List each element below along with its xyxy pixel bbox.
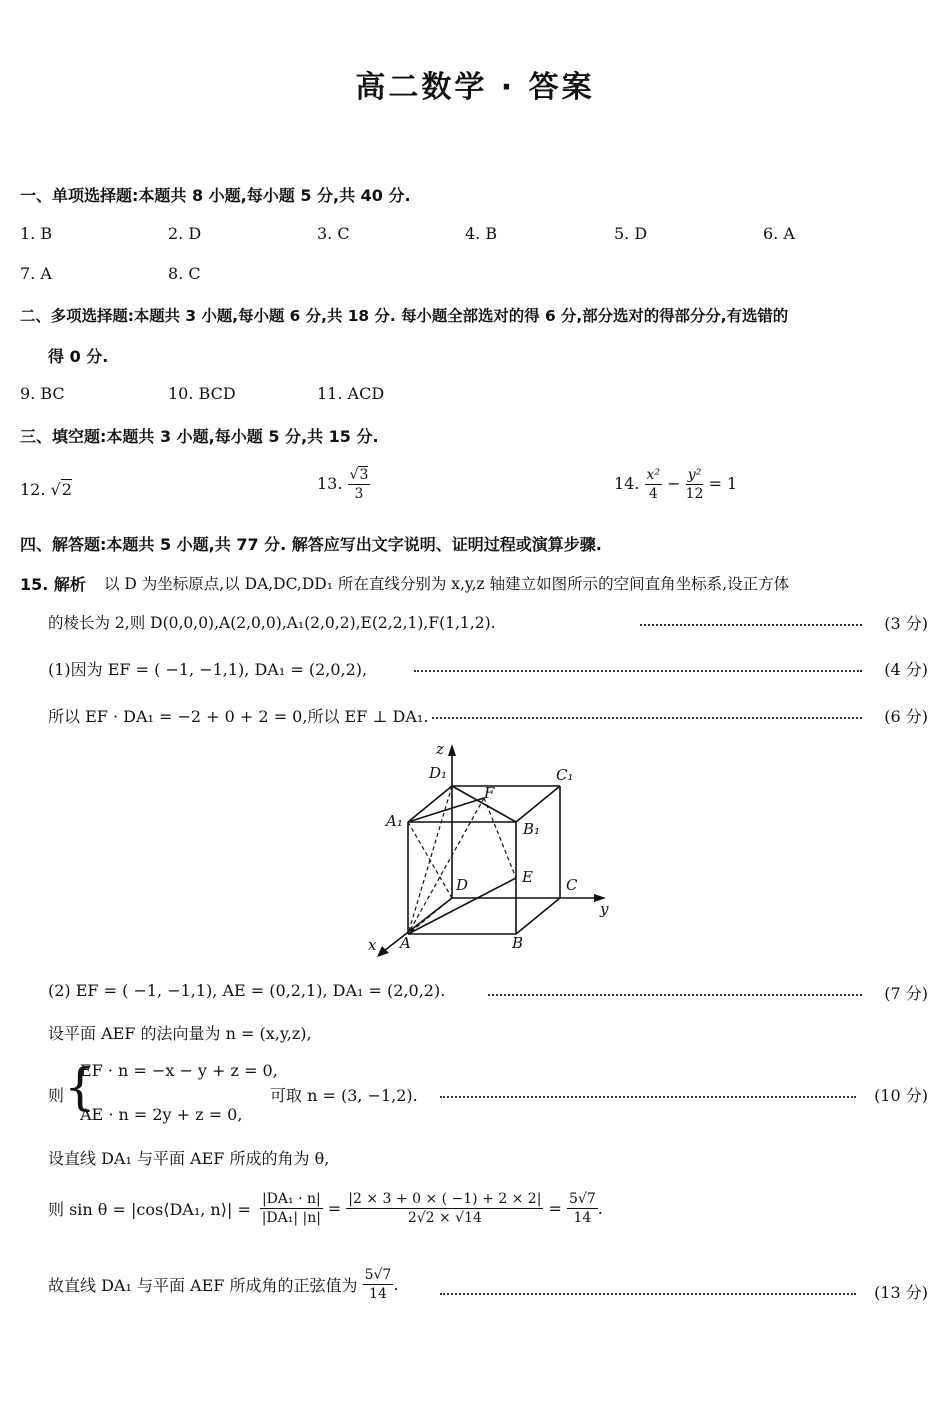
sine-den1: |DA₁| |n| bbox=[261, 1210, 321, 1226]
problem-15-line1: 以 D 为坐标原点,以 DA,DC,DD₁ 所在直线分别为 x,y,z 轴建立如图所示的空间直角坐标系,设正方体 bbox=[104, 575, 790, 593]
answer-14-den1: 4 bbox=[648, 486, 658, 502]
section3-heading: 三、填空题:本题共 3 小题,每小题 5 分,共 15 分. bbox=[20, 427, 379, 446]
system-prefix: 则 bbox=[48, 1086, 65, 1105]
label-c1: C₁ bbox=[556, 766, 574, 784]
dashed-a1-d bbox=[408, 822, 452, 898]
answer-7: 7. A bbox=[20, 264, 52, 283]
answer-14-label: 14. bbox=[614, 474, 640, 493]
sine-den2: 2√2 × √14 bbox=[407, 1210, 482, 1226]
step-1-conclusion: 所以 EF · DA₁ = −2 + 0 + 2 = 0,所以 EF ⊥ DA₁. bbox=[48, 707, 429, 726]
label-b1: B₁ bbox=[523, 820, 541, 838]
score-3: (3 分) bbox=[884, 614, 928, 633]
answer-14-den2: 12 bbox=[685, 486, 704, 502]
answer-13-label: 13. bbox=[317, 474, 343, 493]
cube-figure bbox=[360, 736, 620, 966]
answer-10: 10. BCD bbox=[168, 384, 236, 403]
answer-14-num2: y² bbox=[686, 466, 704, 485]
label-c: C bbox=[566, 876, 578, 894]
dashed-f-e bbox=[484, 798, 516, 878]
section2-heading-line2: 得 0 分. bbox=[48, 347, 109, 366]
edge-a1-d1 bbox=[408, 786, 452, 822]
leader-dots bbox=[488, 994, 862, 996]
answer-9: 9. BC bbox=[20, 384, 65, 403]
leader-dots bbox=[640, 624, 862, 626]
sine-num1: |DA₁ · n| bbox=[261, 1191, 321, 1207]
answer-13-denominator: 3 bbox=[354, 486, 364, 502]
label-b: B bbox=[512, 934, 524, 952]
conclusion-num: 5√7 bbox=[364, 1267, 392, 1283]
system-eq2: AE · n = 2y + z = 0, bbox=[80, 1105, 243, 1124]
step-1-line: (1)因为 EF = ( −1, −1,1), DA₁ = (2,0,2), bbox=[48, 660, 368, 679]
section1-heading: 一、单项选择题:本题共 8 小题,每小题 5 分,共 40 分. bbox=[20, 186, 411, 205]
score-6: (6 分) bbox=[884, 707, 928, 726]
answer-6: 6. A bbox=[763, 224, 795, 243]
answer-14-tail: = 1 bbox=[708, 474, 738, 493]
score-4: (4 分) bbox=[884, 660, 928, 679]
step-2-vectors: (2) EF = ( −1, −1,1), AE = (0,2,1), DA₁ = (2,0,2). bbox=[48, 981, 446, 1000]
sine-formula: 则 sin θ = |cos⟨DA₁, n⟩| = $\frac{\text{|DA₁ · n|}}{\text{|DA₁| |n|}}$ = $\frac{|2 \times 3 + 0 \times ( -1) + 2 \times 2|}{2√2 \times √14}$ = $\frac{5√7}{14}$ . bbox=[48, 1191, 603, 1226]
answer-14: 14. $\frac{\text{x²}}{4}$ − $\frac{\text{y²}}{12}$ = 1 bbox=[614, 467, 738, 502]
sine-result-den: 14 bbox=[573, 1210, 592, 1226]
answer-5: 5. D bbox=[614, 224, 648, 243]
label-f: F bbox=[484, 784, 495, 802]
normal-choice: 可取 n = (3, −1,2). bbox=[270, 1086, 418, 1105]
final-conclusion: 故直线 DA₁ 与平面 AEF 所成角的正弦值为 $\frac{5√7}{14}$ . bbox=[48, 1267, 399, 1302]
label-a1: A₁ bbox=[386, 812, 403, 830]
conclusion-den: 14 bbox=[369, 1286, 387, 1302]
answer-13-numerator: 3 bbox=[359, 467, 369, 483]
section2-heading-line1: 二、多项选择题:本题共 3 小题,每小题 6 分,共 18 分. 每小题全部选对的得 6 分,部分选对的得部分分,有选错的 bbox=[20, 307, 789, 325]
leader-dots bbox=[440, 1293, 856, 1295]
edge-b-c bbox=[516, 898, 560, 934]
edge-c1-b1 bbox=[516, 786, 560, 822]
label-d1: D₁ bbox=[429, 764, 448, 782]
leader-dots bbox=[414, 670, 862, 672]
leader-dots bbox=[440, 1096, 856, 1098]
leader-dots bbox=[432, 717, 862, 719]
label-e: E bbox=[522, 868, 533, 886]
dashed-d-a bbox=[408, 898, 452, 934]
problem-15-label: 15. 解析 bbox=[20, 575, 86, 594]
answer-3: 3. C bbox=[317, 224, 350, 243]
answer-1: 1. B bbox=[20, 224, 53, 243]
sine-prefix: 则 sin θ = |cos⟨DA₁, n⟩| = bbox=[48, 1200, 251, 1219]
problem-15-line2: 的棱长为 2,则 D(0,0,0),A(2,0,0),A₁(2,0,2),E(2,2,1),F(1,1,2). bbox=[48, 614, 496, 632]
answer-11: 11. ACD bbox=[317, 384, 385, 403]
label-d: D bbox=[456, 876, 469, 894]
score-10: (10 分) bbox=[874, 1086, 928, 1105]
x-axis bbox=[380, 898, 452, 954]
label-x: x bbox=[368, 936, 377, 954]
system-eq1: EF · n = −x − y + z = 0, bbox=[80, 1061, 278, 1080]
score-7: (7 分) bbox=[884, 984, 928, 1003]
answer-2: 2. D bbox=[168, 224, 202, 243]
label-a: A bbox=[400, 934, 411, 952]
angle-intro: 设直线 DA₁ 与平面 AEF 所成的角为 θ, bbox=[48, 1149, 330, 1168]
system-brace: { bbox=[64, 1058, 96, 1116]
page-title: 高二数学 · 答案 bbox=[355, 70, 595, 105]
answer-13: 13. $\frac{√3}{3}$ bbox=[317, 467, 369, 502]
sine-num2: |2 × 3 + 0 × ( −1) + 2 × 2| bbox=[348, 1191, 542, 1207]
section4-heading: 四、解答题:本题共 5 小题,共 77 分. 解答应写出文字说明、证明过程或演算步骤. bbox=[20, 535, 602, 554]
answer-14-num1: x² bbox=[646, 467, 661, 483]
answer-12: 12. √2 bbox=[20, 480, 72, 499]
label-y: y bbox=[600, 900, 609, 918]
sine-result-num: 5√7 bbox=[569, 1191, 596, 1207]
answer-8: 8. C bbox=[168, 264, 201, 283]
score-13: (13 分) bbox=[874, 1283, 928, 1302]
label-z: z bbox=[436, 740, 444, 758]
z-arrow bbox=[448, 744, 456, 756]
answer-12-label: 12. bbox=[20, 480, 46, 499]
normal-vector-intro: 设平面 AEF 的法向量为 n = (x,y,z), bbox=[48, 1024, 312, 1043]
answer-12-value: 2 bbox=[61, 480, 72, 499]
answer-4: 4. B bbox=[465, 224, 498, 243]
